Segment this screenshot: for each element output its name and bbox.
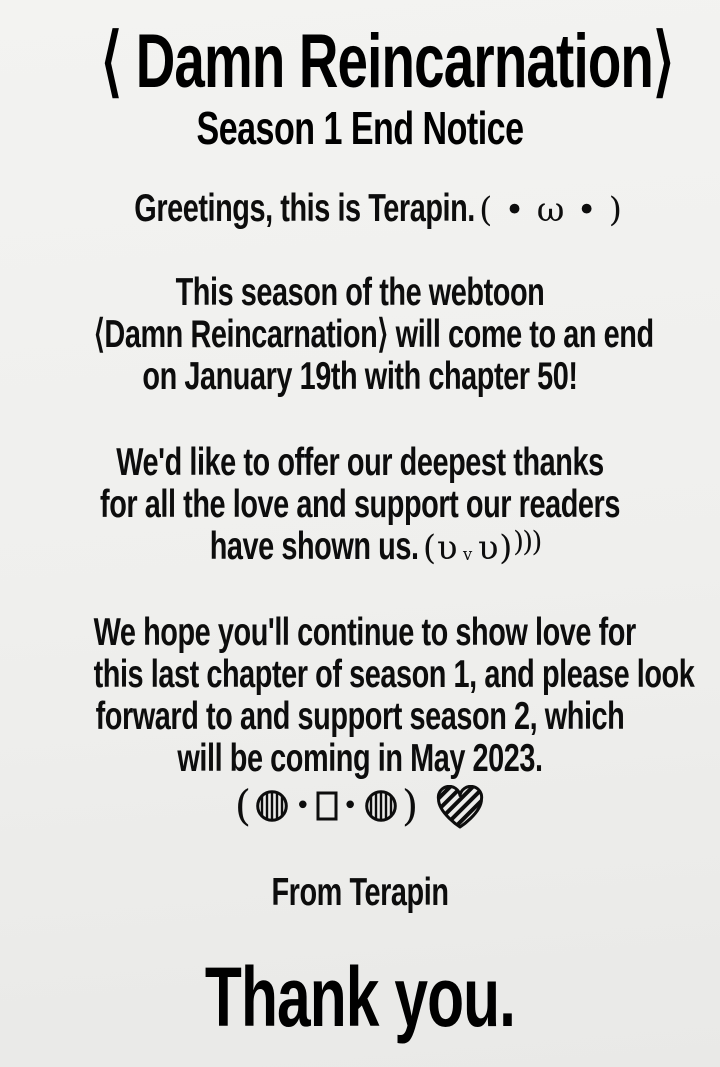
paragraph-line: on January 19th with chapter 50! bbox=[142, 354, 578, 398]
happy-face-emoticon bbox=[423, 524, 541, 568]
greeting-line bbox=[94, 188, 627, 230]
paragraph-line: will be coming in May 2023. bbox=[177, 736, 543, 780]
paragraph-line-text: have shown us. bbox=[209, 524, 419, 568]
open-paren: ( bbox=[234, 780, 252, 830]
paragraph-season2 bbox=[0, 612, 720, 832]
eye-dot: • bbox=[342, 790, 358, 821]
page-subtitle: Season 1 End Notice bbox=[196, 101, 524, 154]
square-mouth-icon bbox=[316, 790, 338, 822]
signoff-text: From Terapin bbox=[271, 870, 449, 914]
paragraph-line: We hope you'll continue to show love for bbox=[93, 610, 636, 654]
paragraph-season-end bbox=[93, 270, 654, 398]
striped-face-emoticon bbox=[0, 780, 720, 832]
striped-circle-icon bbox=[254, 788, 290, 824]
greeting-text: Greetings, this is Terapin. bbox=[134, 186, 475, 230]
emoticon-sound-waves: ))) bbox=[513, 524, 541, 558]
paragraph-thanks bbox=[94, 442, 627, 568]
emoticon-eyes-right: υ) bbox=[477, 527, 514, 568]
emoticon-mouth: v bbox=[463, 545, 474, 565]
paragraph-line: this last chapter of season 1, and please look bbox=[93, 652, 695, 696]
close-paren: ) bbox=[401, 780, 419, 830]
page-title: ⟨ Damn Reincarnation⟩ bbox=[100, 19, 674, 104]
cat-face-emoticon: ( • ω • ) bbox=[479, 189, 623, 230]
paragraph-line: for all the love and support our readers bbox=[100, 482, 620, 526]
paragraph-line bbox=[94, 526, 627, 568]
thank-you-text: Thank you. bbox=[204, 949, 516, 1044]
paragraph-line: This season of the webtoon bbox=[175, 270, 545, 314]
eye-dot: • bbox=[295, 790, 311, 821]
paragraph-line: ⟨Damn Reincarnation⟩ will come to an end bbox=[93, 312, 654, 356]
striped-heart-icon bbox=[435, 785, 485, 831]
paragraph-line: We'd like to offer our deepest thanks bbox=[116, 440, 604, 484]
emoticon-eyes-left: (υ bbox=[423, 527, 459, 568]
paragraph-line: forward to and support season 2, which bbox=[95, 694, 625, 738]
striped-circle-icon bbox=[363, 788, 399, 824]
paragraph-season2-text bbox=[93, 610, 695, 780]
end-notice-page bbox=[0, 19, 720, 1067]
